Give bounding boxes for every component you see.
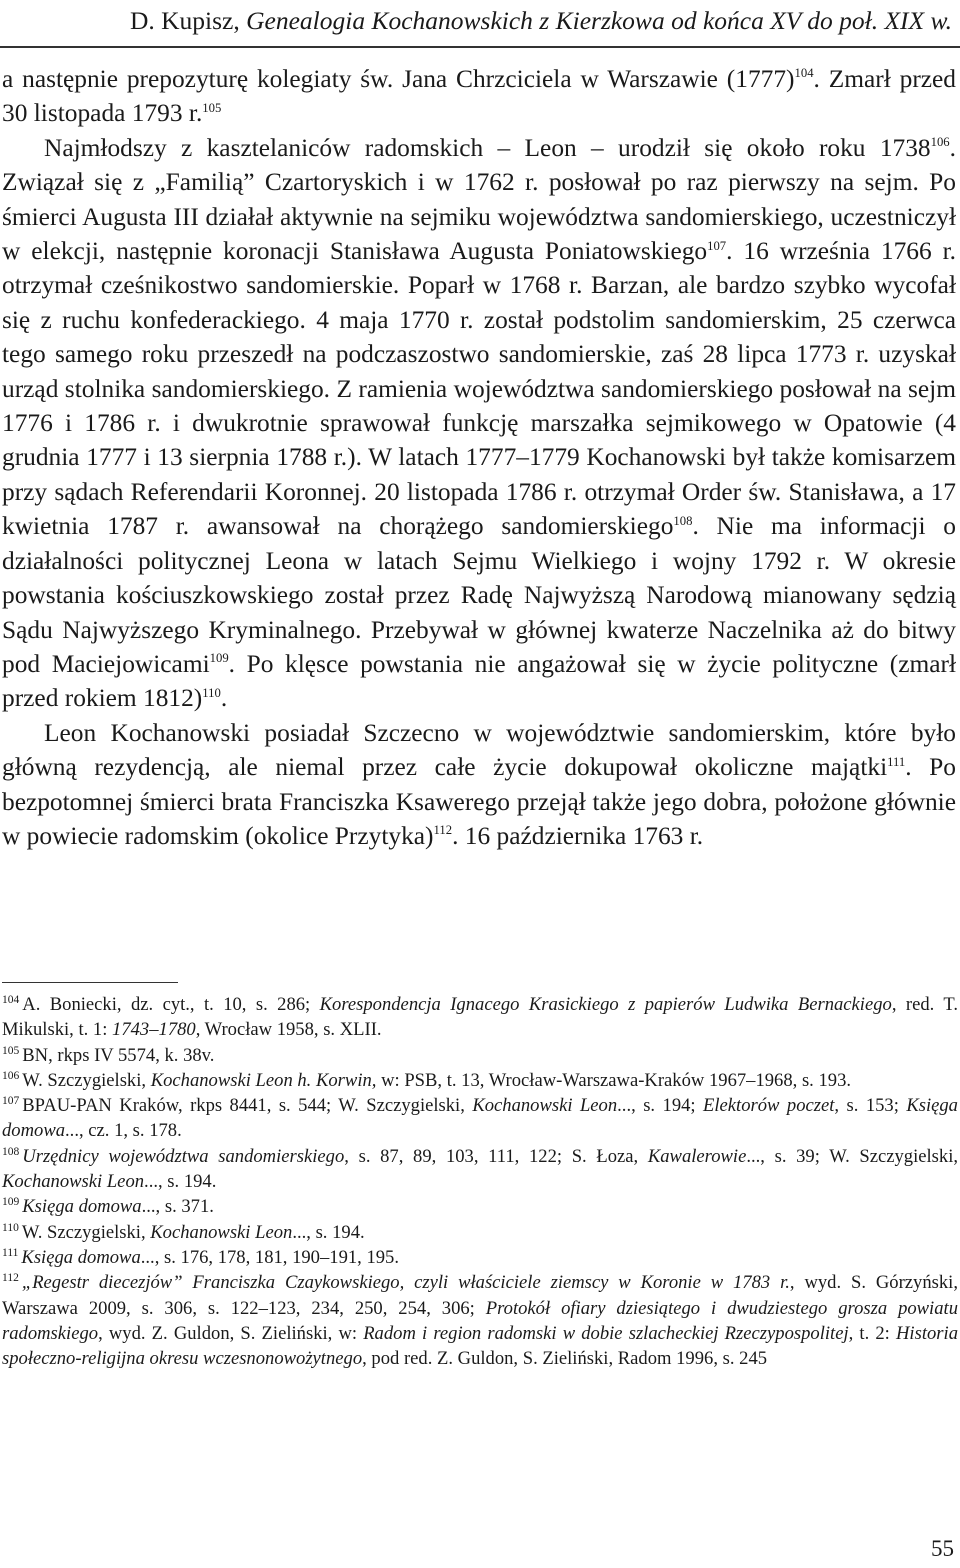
footnote-112: $^{112}$ „Regestr diecezjów” Franciszka Czaykowskiego, czyli właściciele ziemscy w Koronie w 1783 r., wyd. S. Górzyński, Warszawa 2009, s. 306, s. 122–123, 234, 250, 254, 306; Protokół ofiary dziesiątego i dwudziestego grosza powiatu radomskiego, wyd. Z. Guldon, S. Zieliński, w: Radom i region radomski w dobie szlacheckiej Rzeczypospolitej, t. 2: Historia społeczno-religijna okresu wczesnonowożytnego, pod red. Z. Guldon, S. Zieliński, Radom 1996, s. 245 (2, 1272, 958, 1370)
paragraph-2: Najmłodszy z kasztelaniców radomskich – Leon – urodził się około roku 1738$^{106}$. Związał się z „Familią” Czartoryskich i w 1762 r. posłował po raz pierwszy na sejm. Po śmierci Augusta III działał aktywnie na sejmiku województwa sandomierskiego, uczestniczył w elekcji, następnie koronacji Stanisława Augusta Poniatowskiego$^{107}$. 16 września 1766 r. otrzymał cześnikostwo sandomierskie. Poparł w 1768 r. Barzan, ale bardzo szybko wycofał się z ruchu konfederackiego. 4 maja 1770 r. został podstolim sandomierskim, 25 czerwca tego samego roku przeszedł na podczaszostwo sandomierskie, zaś 28 lipca 1773 r. uzyskał urząd stolnika sandomierskiego. Z ramienia województwa sandomierskiego posłował na sejm 1776 i 1786 r. i dwukrotnie sprawował funkcję marszałka sejmikowego w Opatowie (4 grudnia 1777 i 13 sierpnia 1788 r.). W latach 1777–1779 Kochanowski był także komisarzem przy sądach Referendarii Koronnej. 20 listopada 1786 r. otrzymał Order św. Stanisława, a 17 kwietnia 1787 r. awansował na chorążego sandomierskiego$^{108}$. Nie ma informacji o działalności politycznej Leona w latach Sejmu Wielkiego i wojny 1792 r. W okresie powstania kościuszkowskiego został przez Radę Najwyższą Narodową mianowany sędzią Sądu Najwyższego Kryminalnego. Przebywał w głównej kwaterze Naczelnika aż do bitwy pod Maciejowicami$^{109}$. Po klęsce powstania nie angażował się w życie polityczne (zmarł przed rokiem 1812)$^{110}$. (2, 133, 957, 713)
footnote-109: $^{109}$ Księga domowa..., s. 371. (2, 1196, 214, 1218)
footnote-108: $^{108}$ Urzędnicy województwa sandomierskiego, s. 87, 89, 103, 111, 122; S. Łoza, Kawalerowie..., s. 39; W. Szczygielski, Kochanowski Leon..., s. 194. (2, 1145, 959, 1193)
footnote-106: $^{106}$ W. Szczygielski, Kochanowski Leon h. Korwin, w: PSB, t. 13, Wrocław-Warszawa-Kraków 1967–1968, s. 193. (2, 1069, 852, 1091)
paragraph-1: a następnie prepozyturę kolegiaty św. Jana Chrzciciela w Warszawie $(1777)^{104}$. Zmarł przed 30 listopada 1793 r.$^{105}$ (2, 65, 957, 128)
footnote-105: $^{105}$ BN, rkps IV 5574, k. 38v. (2, 1044, 215, 1066)
footnote-ref-106: 106 (930, 135, 950, 150)
header-author: D. Kupisz, (129, 6, 240, 35)
main-text (2, 62, 956, 853)
footnote-ref-108: 108 (673, 513, 693, 528)
footnote-104: $^{104}$ A. Boniecki, dz. cyt., t. 10, s. 286; Korespondencja Ignacego Krasickiego z papierów Ludwika Bernackiego, red. T. Mikulski, t. 1: 1743–1780, Wrocław 1958, s. XLII. (2, 994, 958, 1041)
footnote-ref-109: 109 (209, 651, 229, 666)
footnote-rule (2, 982, 178, 983)
running-header (8, 4, 952, 38)
paragraph-3: Leon Kochanowski posiadał Szczecno w województwie sandomierskim, które było główną rezydencją, ale niemal przez całe życie dokupował okoliczne majątki$^{111}$. Po bezpotomnej śmierci brata Franciszka Ksawerego przejął także jego dobra, położone głównie w powiecie radomskim (okolice Przytyka)$^{112}$. 16 października 1763 r. (2, 718, 956, 850)
footnote-111: $^{111}$ Księga domowa..., s. 176, 178, 181, 190–191, 195. (2, 1246, 400, 1268)
footnotes (2, 992, 958, 1371)
footnote-ref-110: 110 (202, 685, 221, 700)
header-title: Genealogia Kochanowskich z Kierzkowa od końca XV do poł. XIX w. (246, 6, 952, 35)
header-rule (0, 46, 960, 48)
footnote-ref-105: 105 (202, 100, 222, 115)
footnote-110: $^{110}$ W. Szczygielski, Kochanowski Leon..., s. 194. (2, 1221, 365, 1243)
footnote-ref-112: 112 (433, 823, 453, 838)
page-number: 55 (931, 1536, 954, 1561)
footnote-107: $^{107}$ BPAU-PAN Kraków, rkps 8441, s. 544; W. Szczygielski, Kochanowski Leon..., s. 194; Elektorów poczet, s. 153; Księga domowa..., cz. 1, s. 178. (2, 1095, 958, 1142)
footnote-ref-111: 111 (887, 754, 906, 769)
footnote-ref-104: 104 (794, 66, 814, 81)
footnote-ref-107: 107 (707, 238, 727, 253)
